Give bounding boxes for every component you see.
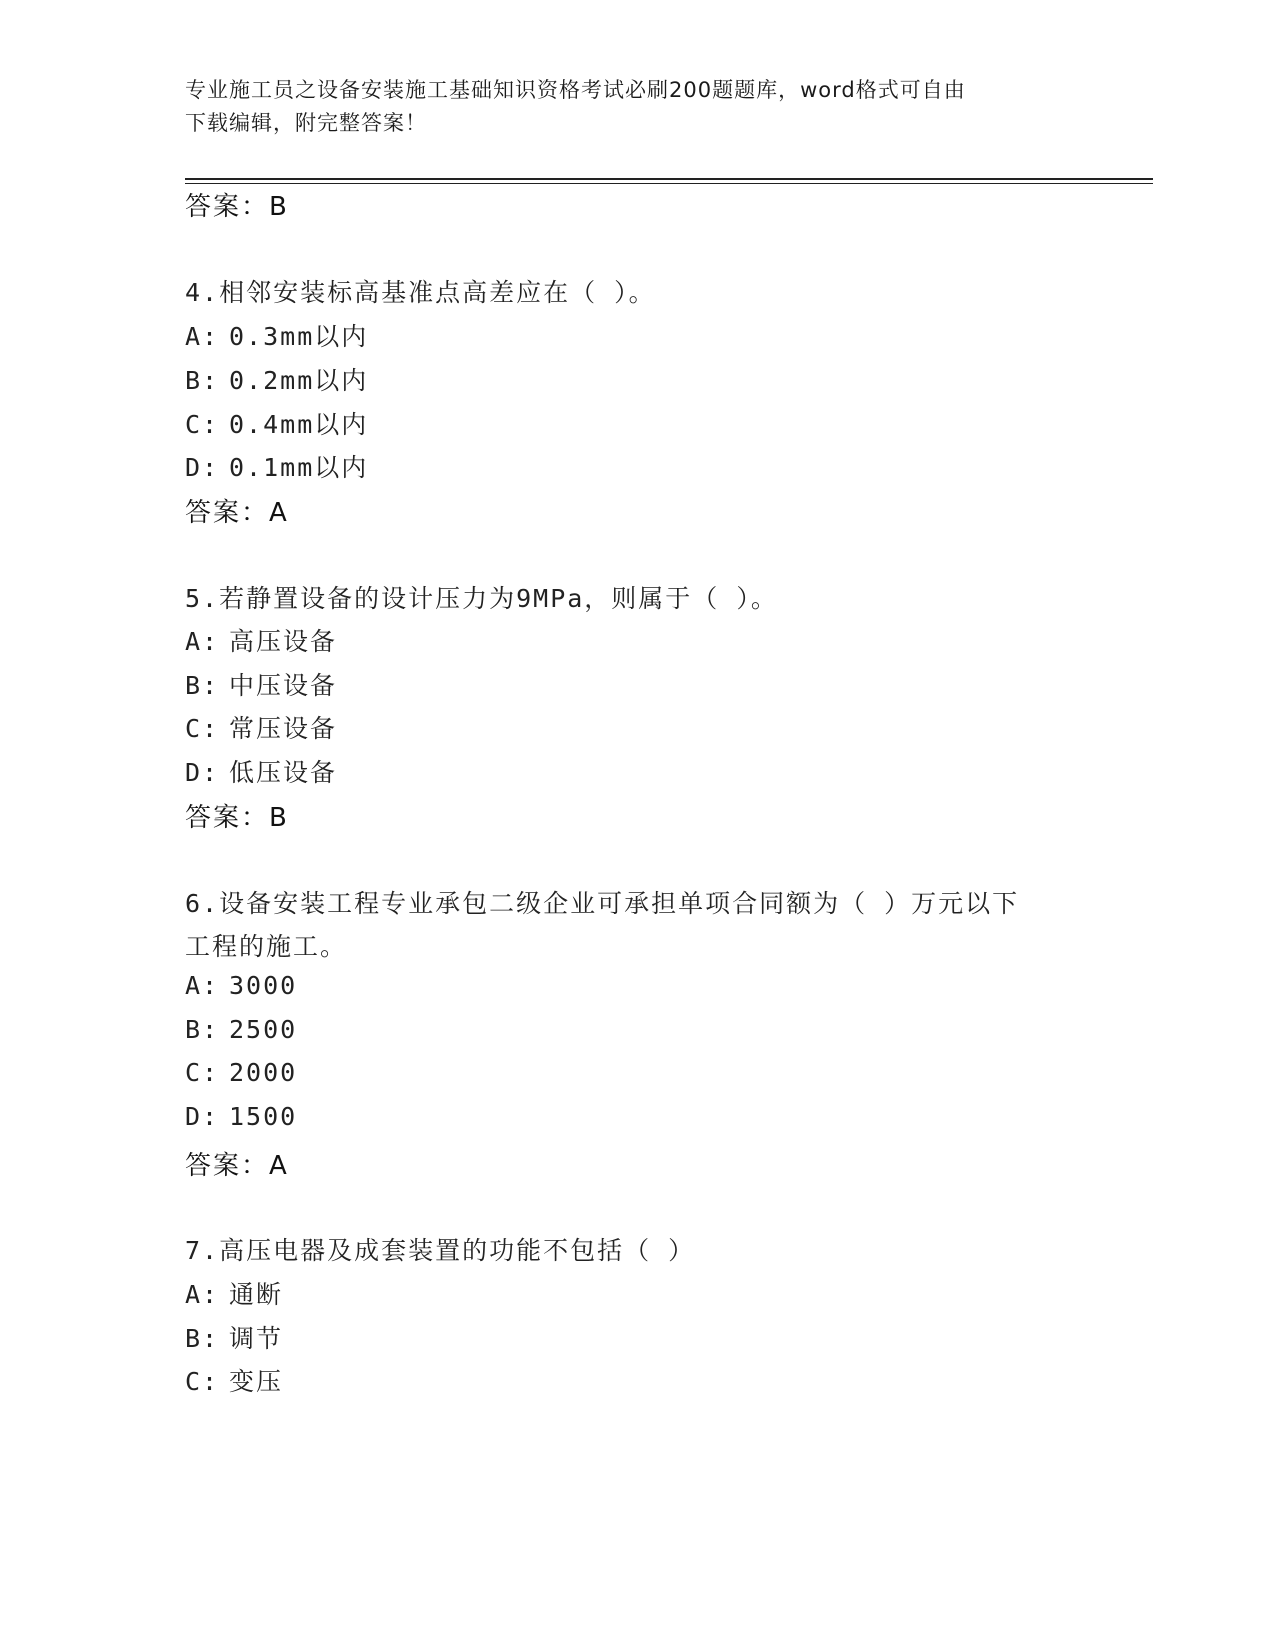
option-label: B: xyxy=(185,671,220,700)
question-6-option-a xyxy=(185,971,297,1000)
option-text: 中压设备 xyxy=(229,671,338,700)
question-4-option-c xyxy=(185,405,368,441)
question-6-option-b xyxy=(185,1015,297,1044)
document-header xyxy=(185,74,1065,140)
question-5-stem: 5.若静置设备的设计压力为9MPa，则属于（ ）。 xyxy=(185,584,778,613)
option-label: B: xyxy=(185,1324,220,1353)
question-4-option-d xyxy=(185,448,368,484)
option-text: 1500 xyxy=(229,1102,298,1131)
question-6-stem-line-2: 工程的施工。 xyxy=(185,932,348,961)
question-7-option-a xyxy=(185,1275,283,1311)
question-6-option-d xyxy=(185,1102,297,1131)
option-label: B: xyxy=(185,366,220,395)
option-label: C: xyxy=(185,1367,220,1396)
option-label: A: xyxy=(185,1280,220,1309)
question-6-option-c xyxy=(185,1058,297,1087)
question-4-stem: 4.相邻安装标高基准点高差应在（ ）。 xyxy=(185,278,656,307)
question-7-option-c xyxy=(185,1362,283,1398)
option-text: 常压设备 xyxy=(229,714,338,743)
question-7-stem: 7.高压电器及成套装置的功能不包括（ ） xyxy=(185,1236,696,1265)
option-label: A: xyxy=(185,627,220,656)
question-5-option-b xyxy=(185,666,337,702)
question-4-option-a xyxy=(185,317,368,353)
question-5-option-c xyxy=(185,709,337,745)
option-text: 调节 xyxy=(229,1324,284,1353)
option-text: 2500 xyxy=(229,1015,298,1044)
question-5-option-a xyxy=(185,622,337,658)
option-text: 高压设备 xyxy=(229,627,338,656)
option-text: 0.2mm以内 xyxy=(229,366,369,395)
option-text: 0.3mm以内 xyxy=(229,322,369,351)
option-label: A: xyxy=(185,322,220,351)
option-text: 变压 xyxy=(229,1367,284,1396)
option-text: 2000 xyxy=(229,1058,298,1087)
question-6-answer: 答案：A xyxy=(185,1151,289,1181)
option-label: D: xyxy=(185,1102,220,1131)
header-line-1: 专业施工员之设备安装施工基础知识资格考试必刷200题题库，word格式可自由 xyxy=(185,78,966,102)
option-text: 3000 xyxy=(229,971,298,1000)
option-label: D: xyxy=(185,758,220,787)
option-label: C: xyxy=(185,1058,220,1087)
option-text: 0.1mm以内 xyxy=(229,453,369,482)
option-text: 通断 xyxy=(229,1280,284,1309)
question-4-answer: 答案：A xyxy=(185,498,289,528)
option-label: C: xyxy=(185,410,220,439)
header-line-2: 下载编辑，附完整答案！ xyxy=(185,111,427,135)
question-5-option-d xyxy=(185,753,337,789)
header-rule-thick xyxy=(185,178,1153,180)
option-label: A: xyxy=(185,971,220,1000)
option-text: 0.4mm以内 xyxy=(229,410,369,439)
question-4-option-b xyxy=(185,361,368,397)
answer-previous: 答案：B xyxy=(185,192,289,222)
question-7-option-b xyxy=(185,1319,283,1355)
option-label: C: xyxy=(185,714,220,743)
option-text: 低压设备 xyxy=(229,758,338,787)
question-6-stem-line-1: 6.设备安装工程专业承包二级企业可承担单项合同额为（ ）万元以下 xyxy=(185,889,1020,918)
question-5-answer: 答案：B xyxy=(185,803,289,833)
option-label: D: xyxy=(185,453,220,482)
header-rule-thin xyxy=(185,183,1153,184)
option-label: B: xyxy=(185,1015,220,1044)
